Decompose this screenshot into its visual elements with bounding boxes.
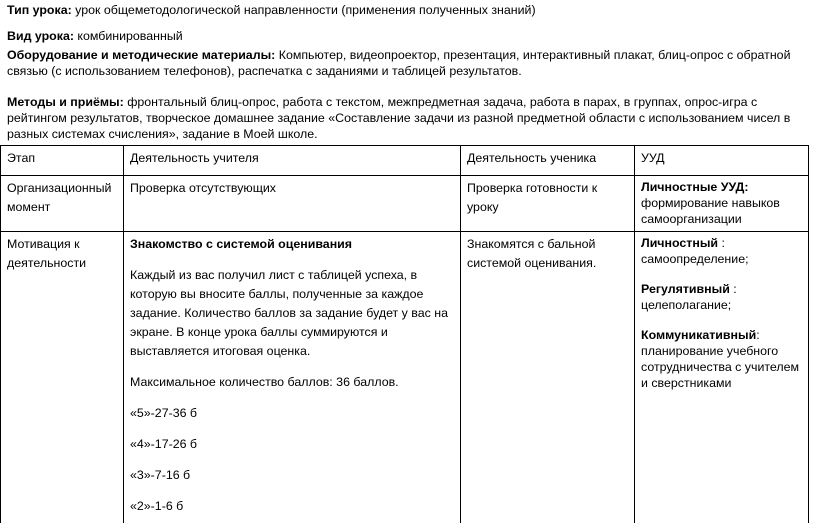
org-stage: Организационный момент: [1, 176, 124, 232]
equipment-label: Оборудование и методические материалы:: [7, 48, 276, 62]
uud-personal: Личностный : самоопределение;: [641, 236, 749, 266]
lesson-type: [7, 2, 536, 18]
mot-uud: [635, 232, 809, 523]
methods: [7, 94, 813, 142]
org-uud-bold: Личностные УУД:: [641, 180, 749, 194]
header-uud: УУД: [635, 146, 809, 176]
uud-regulative: Регулятивный : целеполагание;: [641, 282, 737, 312]
spacer: [641, 313, 803, 327]
header-teacher: Деятельность учителя: [124, 146, 461, 176]
table-row: [1, 176, 809, 232]
org-teacher: Проверка отсутствующих: [124, 176, 461, 232]
grade-2: «2»-1-6 б: [130, 499, 184, 513]
equipment-value: Компьютер, видеопроектор, презентация, интерактивный плакат, блиц-опрос с обратной связью (с использованием телефонов), распечатка с заданиями и таблицей результатов.: [7, 48, 791, 78]
mot-stage: Мотивация к деятельности: [1, 232, 124, 523]
table-row: [1, 232, 809, 523]
grade-5: «5»-27-36 б: [130, 406, 198, 420]
org-uud-text: формирование навыков самоорганизации: [641, 196, 780, 226]
table-header-row: [1, 146, 809, 176]
mot-teacher-p1: Каждый из вас получил лист с таблицей успеха, в которую вы вносите баллы, полученные за каждое задание. Количество баллов за задание будет у вас на экране. В конце урока баллы суммируются и выставляется итоговая оценка.: [130, 268, 449, 358]
mot-teacher: [124, 232, 461, 523]
mot-student: Знакомятся с бальной системой оценивания.: [461, 232, 635, 523]
grade-3: «3»-7-16 б: [130, 468, 191, 482]
header-stage: Этап: [1, 146, 124, 176]
lesson-kind-value: комбинированный: [73, 29, 183, 43]
uud-communicative: Коммуникативный: планирование учебного сотрудничества с учителем и сверстниками: [641, 328, 800, 390]
lesson-type-label: Тип урока:: [7, 3, 72, 17]
methods-label: Методы и приёмы:: [7, 95, 124, 109]
methods-value: фронтальный блиц-опрос, работа с текстом, межпредметная задача, работа в парах, в группах, опрос-игра с рейтингом результатов, творческое домашнее задание «Составление задачи из разной предметной области с использованием чисел в разных системах счисления», задание в Моей школе.: [7, 95, 791, 141]
grade-4: «4»-17-26 б: [130, 437, 198, 451]
org-uud: [635, 176, 809, 232]
lesson-table: [0, 145, 809, 523]
mot-teacher-p2: Максимальное количество баллов: 36 баллов.: [130, 375, 399, 389]
header-student: Деятельность ученика: [461, 146, 635, 176]
lesson-type-value: урок общеметодологической направленности (применения полученных знаний): [71, 3, 536, 17]
org-student: Проверка готовности к уроку: [461, 176, 635, 232]
equipment: [7, 47, 813, 79]
lesson-kind: [7, 28, 183, 44]
mot-teacher-title: Знакомство с системой оценивания: [130, 237, 353, 251]
spacer: [641, 267, 803, 281]
lesson-kind-label: Вид урока:: [7, 29, 74, 43]
